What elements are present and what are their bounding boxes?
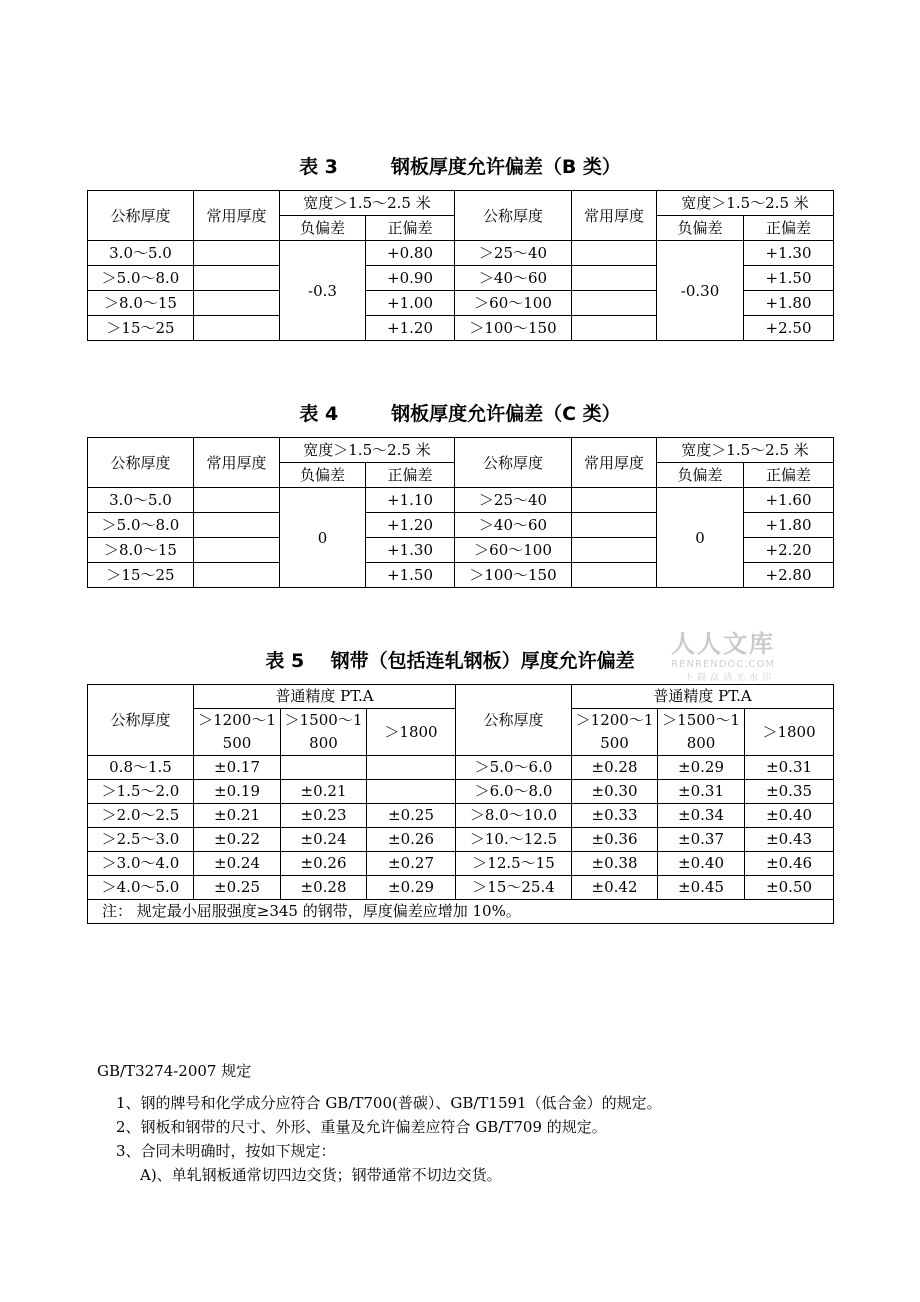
value-cell: ±0.24: [194, 852, 281, 876]
value-cell: [367, 780, 456, 804]
t5-h-precision-right: 普通精度 PT.A: [572, 685, 834, 709]
common-cell: [572, 563, 657, 588]
nominal-cell: ＞40～60: [455, 266, 572, 291]
t3-h-width-right: 宽度＞1.5～2.5 米: [657, 191, 834, 216]
value-cell: ±0.33: [572, 804, 658, 828]
pos-cell: +1.20: [366, 513, 455, 538]
table-row: [88, 756, 834, 780]
nominal-cell: ＞60～100: [455, 538, 572, 563]
value-cell: ±0.50: [745, 876, 834, 900]
t5-h-w2-right: ＞1500～1800: [658, 709, 745, 756]
value-cell: ±0.19: [194, 780, 281, 804]
pos-cell: +1.30: [744, 241, 834, 266]
value-cell: ±0.37: [658, 828, 745, 852]
table-row: [88, 488, 834, 513]
nominal-cell: ＞1.5～2.0: [88, 780, 194, 804]
pos-cell: +1.60: [744, 488, 834, 513]
value-cell: ±0.27: [367, 852, 456, 876]
t3-h-nominal-right: 公称厚度: [455, 191, 572, 241]
t3-neg-left: -0.3: [280, 241, 366, 341]
t4-h-common-left: 常用厚度: [194, 438, 280, 488]
t5-h-w1-left: ＞1200～1500: [194, 709, 281, 756]
nominal-cell: ＞4.0～5.0: [88, 876, 194, 900]
value-cell: ±0.17: [194, 756, 281, 780]
t5-h-nominal-right: 公称厚度: [456, 685, 572, 756]
table5-note: 注： 规定最小屈服强度≥345 的钢带，厚度偏差应增加 10%。: [88, 900, 834, 924]
nominal-cell: ＞8.0～15: [88, 538, 194, 563]
table-row: [88, 828, 834, 852]
t5-h-w3-left: ＞1800: [367, 709, 456, 756]
nominal-cell: ＞15～25: [88, 316, 194, 341]
t5-h-w2-left: ＞1500～1800: [281, 709, 367, 756]
nominal-cell: ＞2.0～2.5: [88, 804, 194, 828]
pos-cell: +2.20: [744, 538, 834, 563]
value-cell: ±0.28: [572, 756, 658, 780]
common-cell: [194, 488, 280, 513]
nominal-cell: ＞25～40: [455, 488, 572, 513]
nominal-cell: ＞100～150: [455, 563, 572, 588]
pos-cell: +1.50: [744, 266, 834, 291]
value-cell: [281, 756, 367, 780]
value-cell: ±0.35: [745, 780, 834, 804]
clause-2: 2、钢板和钢带的尺寸、外形、重量及允许偏差应符合 GB/T709 的规定。: [116, 1118, 607, 1136]
watermark-en: RENRENDOC.COM: [671, 659, 775, 670]
common-cell: [572, 241, 657, 266]
t3-h-pos-right: 正偏差: [744, 216, 834, 241]
t3-h-neg-left: 负偏差: [280, 216, 366, 241]
t4-h-nominal-right: 公称厚度: [455, 438, 572, 488]
value-cell: ±0.26: [281, 852, 367, 876]
nominal-cell: ＞15～25: [88, 563, 194, 588]
common-cell: [194, 266, 280, 291]
nominal-cell: ＞10.～12.5: [456, 828, 572, 852]
common-cell: [194, 316, 280, 341]
value-cell: ±0.25: [367, 804, 456, 828]
standard-heading: GB/T3274-2007 规定: [97, 1062, 252, 1080]
table3: [87, 190, 834, 341]
value-cell: ±0.38: [572, 852, 658, 876]
nominal-cell: ＞25～40: [455, 241, 572, 266]
value-cell: ±0.22: [194, 828, 281, 852]
nominal-cell: ＞2.5～3.0: [88, 828, 194, 852]
clause-3: 3、合同未明确时，按如下规定：: [116, 1142, 336, 1160]
value-cell: ±0.21: [281, 780, 367, 804]
value-cell: ±0.28: [281, 876, 367, 900]
value-cell: ±0.46: [745, 852, 834, 876]
pos-cell: +1.30: [366, 538, 455, 563]
nominal-cell: 3.0～5.0: [88, 241, 194, 266]
value-cell: ±0.21: [194, 804, 281, 828]
table-row: [88, 852, 834, 876]
pos-cell: +1.00: [366, 291, 455, 316]
common-cell: [572, 513, 657, 538]
value-cell: ±0.42: [572, 876, 658, 900]
value-cell: ±0.43: [745, 828, 834, 852]
nominal-cell: 3.0～5.0: [88, 488, 194, 513]
t3-h-neg-right: 负偏差: [657, 216, 744, 241]
t4-h-pos-left: 正偏差: [366, 463, 455, 488]
pos-cell: +1.80: [744, 291, 834, 316]
value-cell: ±0.23: [281, 804, 367, 828]
t4-h-width-left: 宽度＞1.5～2.5 米: [280, 438, 455, 463]
value-cell: ±0.31: [745, 756, 834, 780]
t3-h-common-right: 常用厚度: [572, 191, 657, 241]
value-cell: ±0.29: [367, 876, 456, 900]
value-cell: ±0.45: [658, 876, 745, 900]
pos-cell: +1.50: [366, 563, 455, 588]
t4-neg-right: 0: [657, 488, 744, 588]
pos-cell: +0.90: [366, 266, 455, 291]
t5-h-precision-left: 普通精度 PT.A: [194, 685, 456, 709]
t3-neg-right: -0.30: [657, 241, 744, 341]
clause-3a: A)、单轧钢板通常切四边交货；钢带通常不切边交货。: [140, 1166, 502, 1184]
nominal-cell: 0.8～1.5: [88, 756, 194, 780]
t4-h-common-right: 常用厚度: [572, 438, 657, 488]
common-cell: [194, 241, 280, 266]
watermark-cn: 人人文库: [671, 630, 775, 658]
value-cell: ±0.31: [658, 780, 745, 804]
nominal-cell: ＞5.0～8.0: [88, 266, 194, 291]
pos-cell: +2.80: [744, 563, 834, 588]
common-cell: [194, 513, 280, 538]
nominal-cell: ＞6.0～8.0: [456, 780, 572, 804]
value-cell: ±0.25: [194, 876, 281, 900]
value-cell: ±0.24: [281, 828, 367, 852]
table4: [87, 437, 834, 588]
nominal-cell: ＞12.5～15: [456, 852, 572, 876]
common-cell: [572, 488, 657, 513]
clause-1: 1、钢的牌号和化学成分应符合 GB/T700(普碳）、GB/T1591（低合金）的规定。: [116, 1094, 662, 1112]
pos-cell: +1.80: [744, 513, 834, 538]
t3-h-width-left: 宽度＞1.5～2.5 米: [280, 191, 455, 216]
value-cell: ±0.30: [572, 780, 658, 804]
t3-h-nominal-left: 公称厚度: [88, 191, 194, 241]
pos-cell: +1.20: [366, 316, 455, 341]
table-row: [88, 804, 834, 828]
value-cell: ±0.36: [572, 828, 658, 852]
t4-h-width-right: 宽度＞1.5～2.5 米: [657, 438, 834, 463]
pos-cell: +0.80: [366, 241, 455, 266]
pos-cell: +2.50: [744, 316, 834, 341]
nominal-cell: ＞5.0～6.0: [456, 756, 572, 780]
value-cell: ±0.26: [367, 828, 456, 852]
t4-h-neg-left: 负偏差: [280, 463, 366, 488]
nominal-cell: ＞8.0～15: [88, 291, 194, 316]
t4-neg-left: 0: [280, 488, 366, 588]
common-cell: [194, 563, 280, 588]
nominal-cell: ＞8.0～10.0: [456, 804, 572, 828]
table-row: [88, 876, 834, 900]
t4-h-pos-right: 正偏差: [744, 463, 834, 488]
nominal-cell: ＞5.0～8.0: [88, 513, 194, 538]
value-cell: ±0.40: [745, 804, 834, 828]
t3-h-common-left: 常用厚度: [194, 191, 280, 241]
common-cell: [194, 291, 280, 316]
value-cell: [367, 756, 456, 780]
common-cell: [572, 316, 657, 341]
value-cell: ±0.29: [658, 756, 745, 780]
common-cell: [572, 291, 657, 316]
table-row: [88, 780, 834, 804]
t4-h-neg-right: 负偏差: [657, 463, 744, 488]
value-cell: ±0.40: [658, 852, 745, 876]
table4-caption: 表 4 钢板厚度允许偏差（C 类）: [299, 403, 621, 425]
common-cell: [194, 538, 280, 563]
pos-cell: +1.10: [366, 488, 455, 513]
nominal-cell: ＞60～100: [455, 291, 572, 316]
t3-h-pos-left: 正偏差: [366, 216, 455, 241]
clauses-list: [116, 1091, 662, 1187]
common-cell: [572, 266, 657, 291]
table-row: [88, 241, 834, 266]
t4-h-nominal-left: 公称厚度: [88, 438, 194, 488]
table3-caption: 表 3 钢板厚度允许偏差（B 类）: [299, 156, 621, 178]
nominal-cell: ＞15～25.4: [456, 876, 572, 900]
nominal-cell: ＞3.0～4.0: [88, 852, 194, 876]
value-cell: ±0.34: [658, 804, 745, 828]
t5-h-w1-right: ＞1200～1500: [572, 709, 658, 756]
nominal-cell: ＞100～150: [455, 316, 572, 341]
t5-h-nominal-left: 公称厚度: [88, 685, 194, 756]
t5-h-w3-right: ＞1800: [745, 709, 834, 756]
table5: [87, 684, 834, 924]
common-cell: [572, 538, 657, 563]
watermark-tag: 下载高清无水印: [683, 673, 775, 683]
table5-caption: 表 5 钢带（包括连轧钢板）厚度允许偏差: [265, 650, 635, 672]
nominal-cell: ＞40～60: [455, 513, 572, 538]
